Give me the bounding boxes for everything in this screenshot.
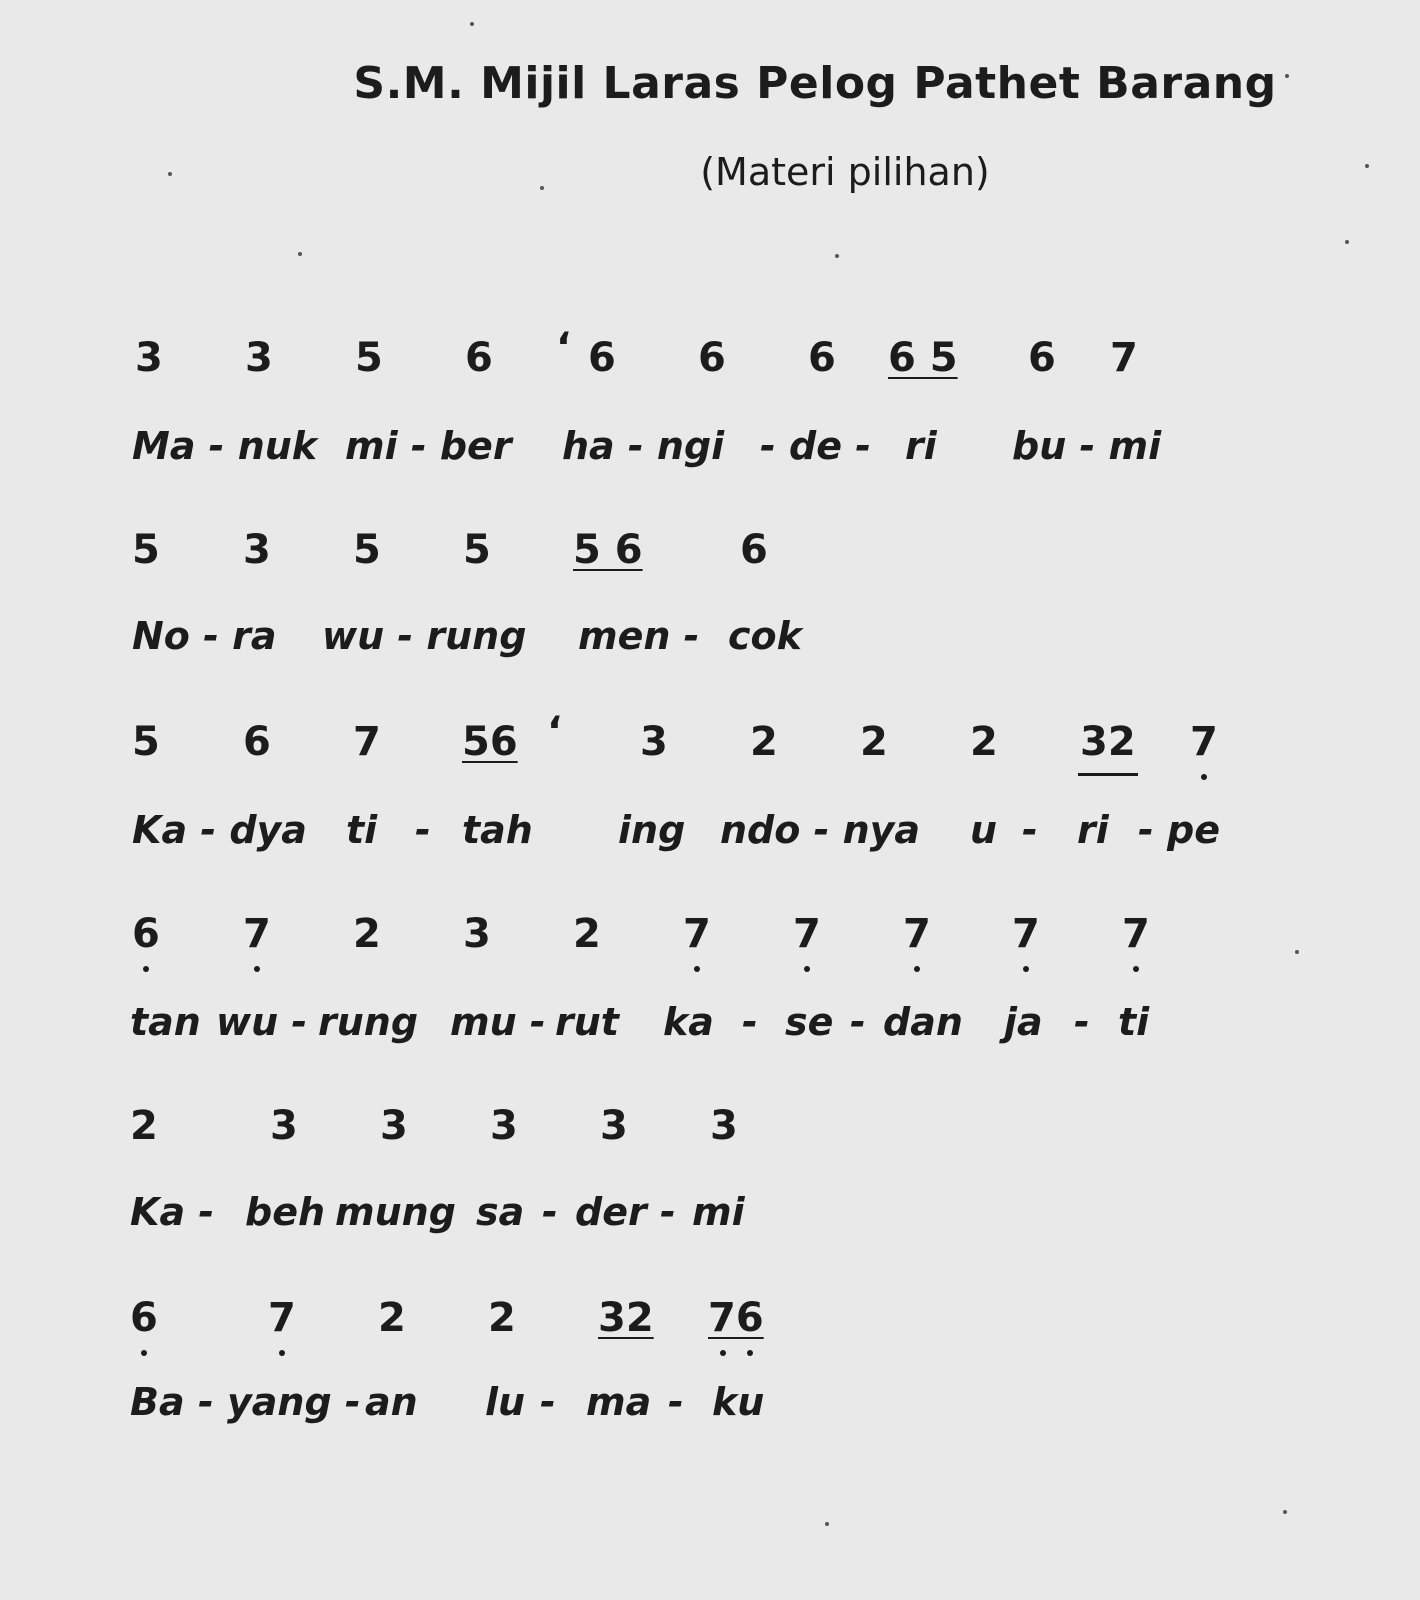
note-low: 7 [1190,719,1218,765]
note-low: 7 [1122,911,1150,957]
lyric: ku [712,1380,765,1424]
lyric: ja [1004,1000,1043,1044]
note-group: 32 [598,1295,654,1341]
lyric: - [742,1000,758,1044]
lyric: Ma - nuk [132,424,318,468]
note: 5 [355,335,383,381]
note: 3 [600,1103,628,1149]
lyric: an [365,1380,418,1424]
note: 6 [698,335,726,381]
note: 2 [573,911,601,957]
lyric: ndo - nya [720,808,921,852]
note: 3 [243,527,271,573]
lyric: u [970,808,998,852]
lyric: Ka - dya [132,808,307,852]
note: 3 [245,335,273,381]
note: 2 [750,719,778,765]
note: 2 [353,911,381,957]
note: 3 [380,1103,408,1149]
lyric: ing [618,808,686,852]
note: 5 [132,719,160,765]
breath-mark: ‘ [556,325,572,371]
note: 3 [463,911,491,957]
note: 6 [1028,335,1056,381]
note-low: 6 [132,911,160,957]
lyric: - [542,1190,558,1234]
note-group: 6 5 [888,335,958,381]
lyric: ka [663,1000,714,1044]
lyric: wu - [216,1000,308,1044]
note: 2 [970,719,998,765]
note-low: 7 [1012,911,1040,957]
lyric: sa [476,1190,525,1234]
lyric: ti [1118,1000,1150,1044]
lyric: tan [130,1000,201,1044]
note: 3 [135,335,163,381]
note: 6 [243,719,271,765]
lyric: - [668,1380,684,1424]
note: 6 [740,527,768,573]
lyric: ha - ngi [562,424,725,468]
note-group: 5 6 [573,527,643,573]
lyric: ma [586,1380,652,1424]
note-low: 7 [903,911,931,957]
lyric: - de - [760,424,871,468]
lyric: - [1074,1000,1090,1044]
note: 6 [465,335,493,381]
scan-speck [1295,950,1299,954]
note: 2 [130,1103,158,1149]
lyric: bu - mi [1012,424,1162,468]
lyric: - [415,808,431,852]
lyric: se [785,1000,834,1044]
lyric: - [850,1000,866,1044]
scan-speck [1283,1510,1287,1514]
lyric: men - [578,614,700,658]
scan-speck [1345,240,1349,244]
note: 5 [353,527,381,573]
lyric: wu - rung [322,614,527,658]
lyric: mi - ber [345,424,512,468]
note: 6 [808,335,836,381]
note: 3 [640,719,668,765]
note-low: 7 [793,911,821,957]
lyric: ri [905,424,937,468]
note: 3 [710,1103,738,1149]
lyric: mi [692,1190,745,1234]
scan-speck [298,252,302,256]
breath-mark: ‘ [547,709,563,755]
lyric: No - ra [132,614,277,658]
note: 7 [353,719,381,765]
lyric: mu - [450,1000,546,1044]
note: 2 [860,719,888,765]
scan-speck [1365,164,1369,168]
note: 5 [132,527,160,573]
lyric: - pe [1138,808,1220,852]
note-group-low: 76 [708,1295,764,1341]
note: 5 [463,527,491,573]
lyric: Ka - [130,1190,215,1234]
lyric: ri [1077,808,1109,852]
note: 2 [378,1295,406,1341]
note-low: 7 [683,911,711,957]
page-title: S.M. Mijil Laras Pelog Pathet Barang [353,58,1277,109]
lyric: - [1022,808,1038,852]
lyric: lu [485,1380,526,1424]
lyric: Ba [130,1380,185,1424]
note: 2 [488,1295,516,1341]
page-subtitle: (Materi pilihan) [700,150,990,194]
lyric: dan [883,1000,963,1044]
scan-speck [825,1522,829,1526]
note-group: 32 [1080,719,1136,765]
lyric: beh [245,1190,326,1234]
scan-speck [470,22,474,26]
note: 6 [588,335,616,381]
scan-speck [540,186,544,190]
lyric: - yang - [198,1380,361,1424]
note: 3 [490,1103,518,1149]
note-low: 6 [130,1295,158,1341]
note: 7 [1110,335,1138,381]
lyric: tah [462,808,533,852]
lyric: - [540,1380,556,1424]
lyric: mung [335,1190,456,1234]
lyric: der [575,1190,647,1234]
note-low: 7 [268,1295,296,1341]
lyric: rut [555,1000,619,1044]
lyric: ti [346,808,378,852]
scan-speck [835,254,839,258]
note-group: 56 [462,719,518,765]
note: 3 [270,1103,298,1149]
note-low: 7 [243,911,271,957]
lyric: cok [728,614,802,658]
scan-speck [1285,74,1289,78]
scan-speck [168,172,172,176]
lyric: - [660,1190,676,1234]
lyric: rung [318,1000,419,1044]
